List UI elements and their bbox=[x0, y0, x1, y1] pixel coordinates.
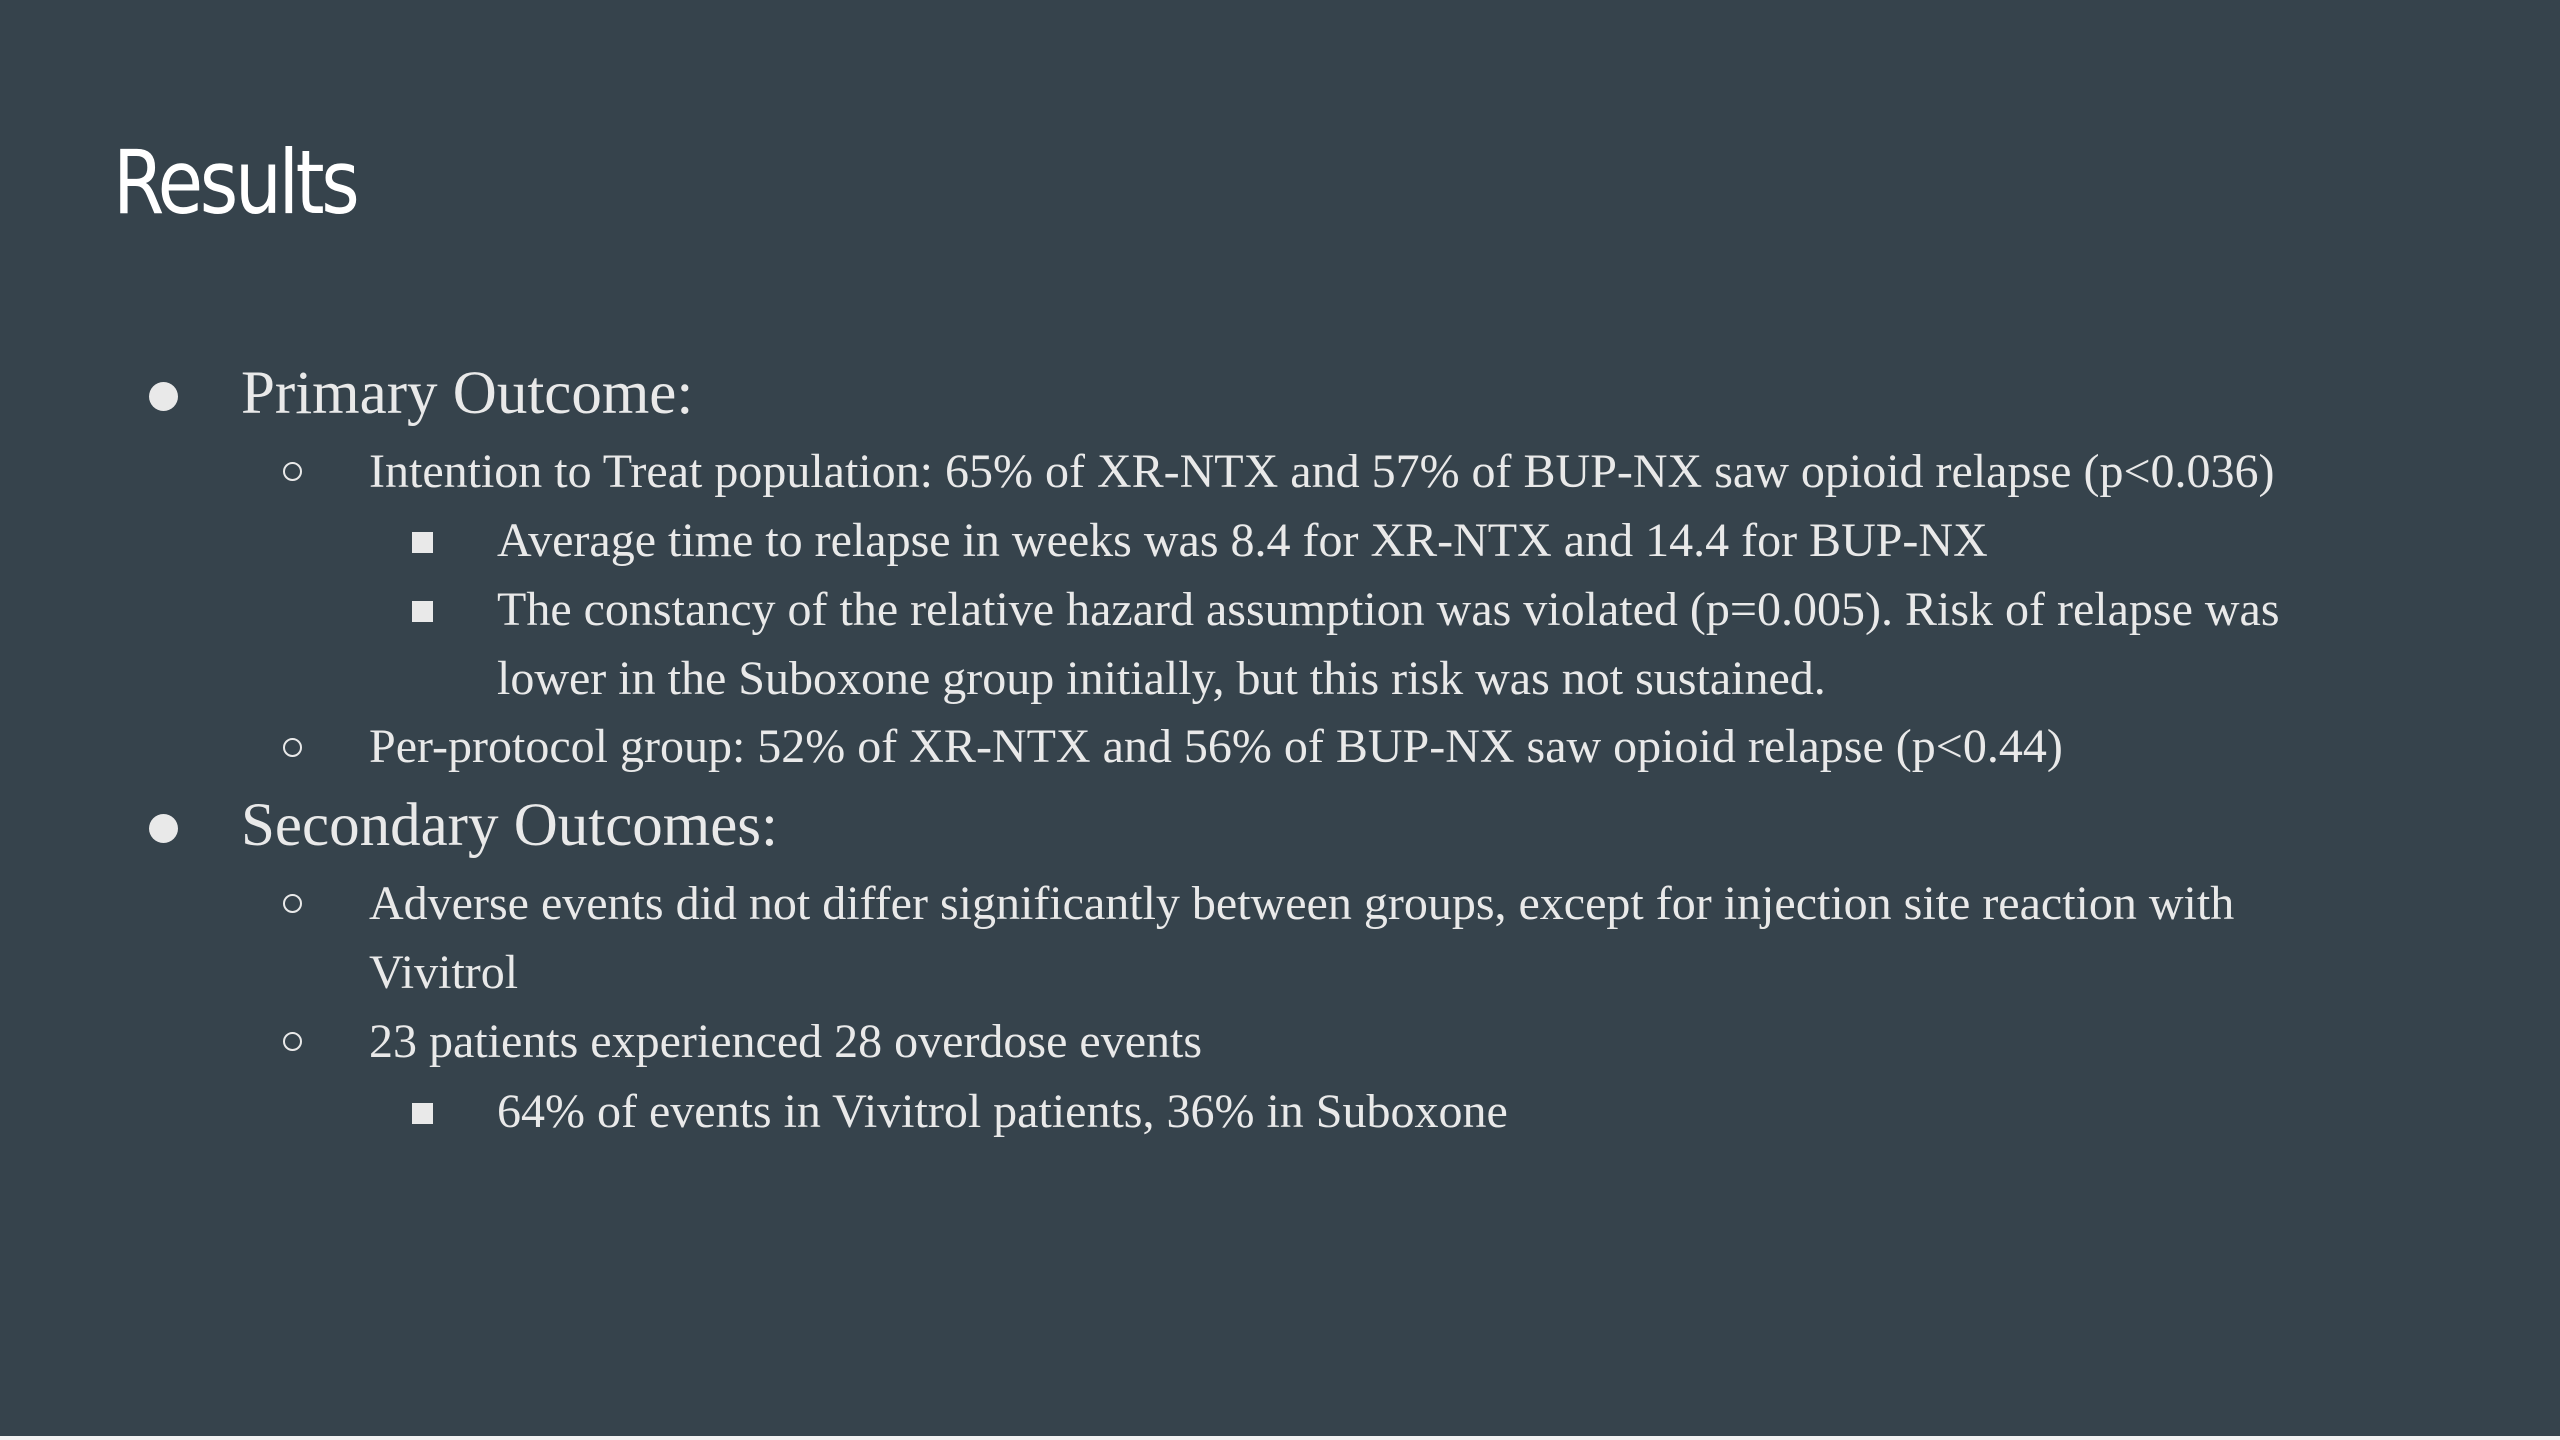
itt-population-item: Intention to Treat population: 65% of XR-NTX and 57% of BUP-NX saw opioid relapse (p<0.036) bbox=[369, 445, 2275, 498]
hazard-assumption-item: The constancy of the relative hazard assumption was violated (p=0.005). Risk of relapse was bbox=[497, 583, 2280, 636]
bullet-circle-icon bbox=[283, 1032, 302, 1051]
bullet-circle-icon bbox=[283, 462, 302, 481]
bullet-disc-icon bbox=[149, 814, 178, 843]
bullet-square-icon bbox=[412, 601, 433, 622]
adverse-events-item: Adverse events did not differ significantly between groups, except for injection site reaction with bbox=[369, 877, 2235, 930]
bullet-disc-icon bbox=[149, 382, 178, 411]
bottom-edge-strip bbox=[0, 1436, 2560, 1440]
avg-time-to-relapse-item: Average time to relapse in weeks was 8.4 for XR-NTX and 14.4 for BUP-NX bbox=[497, 514, 1988, 567]
bullet-square-icon bbox=[412, 532, 433, 553]
secondary-outcomes-heading: Secondary Outcomes: bbox=[241, 792, 778, 859]
bullet-circle-icon bbox=[283, 738, 302, 757]
adverse-events-item-continued: Vivitrol bbox=[369, 946, 519, 999]
overdose-split-item: 64% of events in Vivitrol patients, 36% in Suboxone bbox=[497, 1085, 1508, 1138]
slide-title: Results bbox=[113, 131, 357, 234]
bullet-square-icon bbox=[412, 1103, 433, 1124]
hazard-assumption-item-continued: lower in the Suboxone group initially, but this risk was not sustained. bbox=[497, 652, 1826, 705]
primary-outcome-heading: Primary Outcome: bbox=[241, 360, 694, 427]
bullet-circle-icon bbox=[283, 894, 302, 913]
overdose-events-item: 23 patients experienced 28 overdose events bbox=[369, 1015, 1203, 1068]
per-protocol-item: Per-protocol group: 52% of XR-NTX and 56% of BUP-NX saw opioid relapse (p<0.44) bbox=[369, 720, 2063, 773]
